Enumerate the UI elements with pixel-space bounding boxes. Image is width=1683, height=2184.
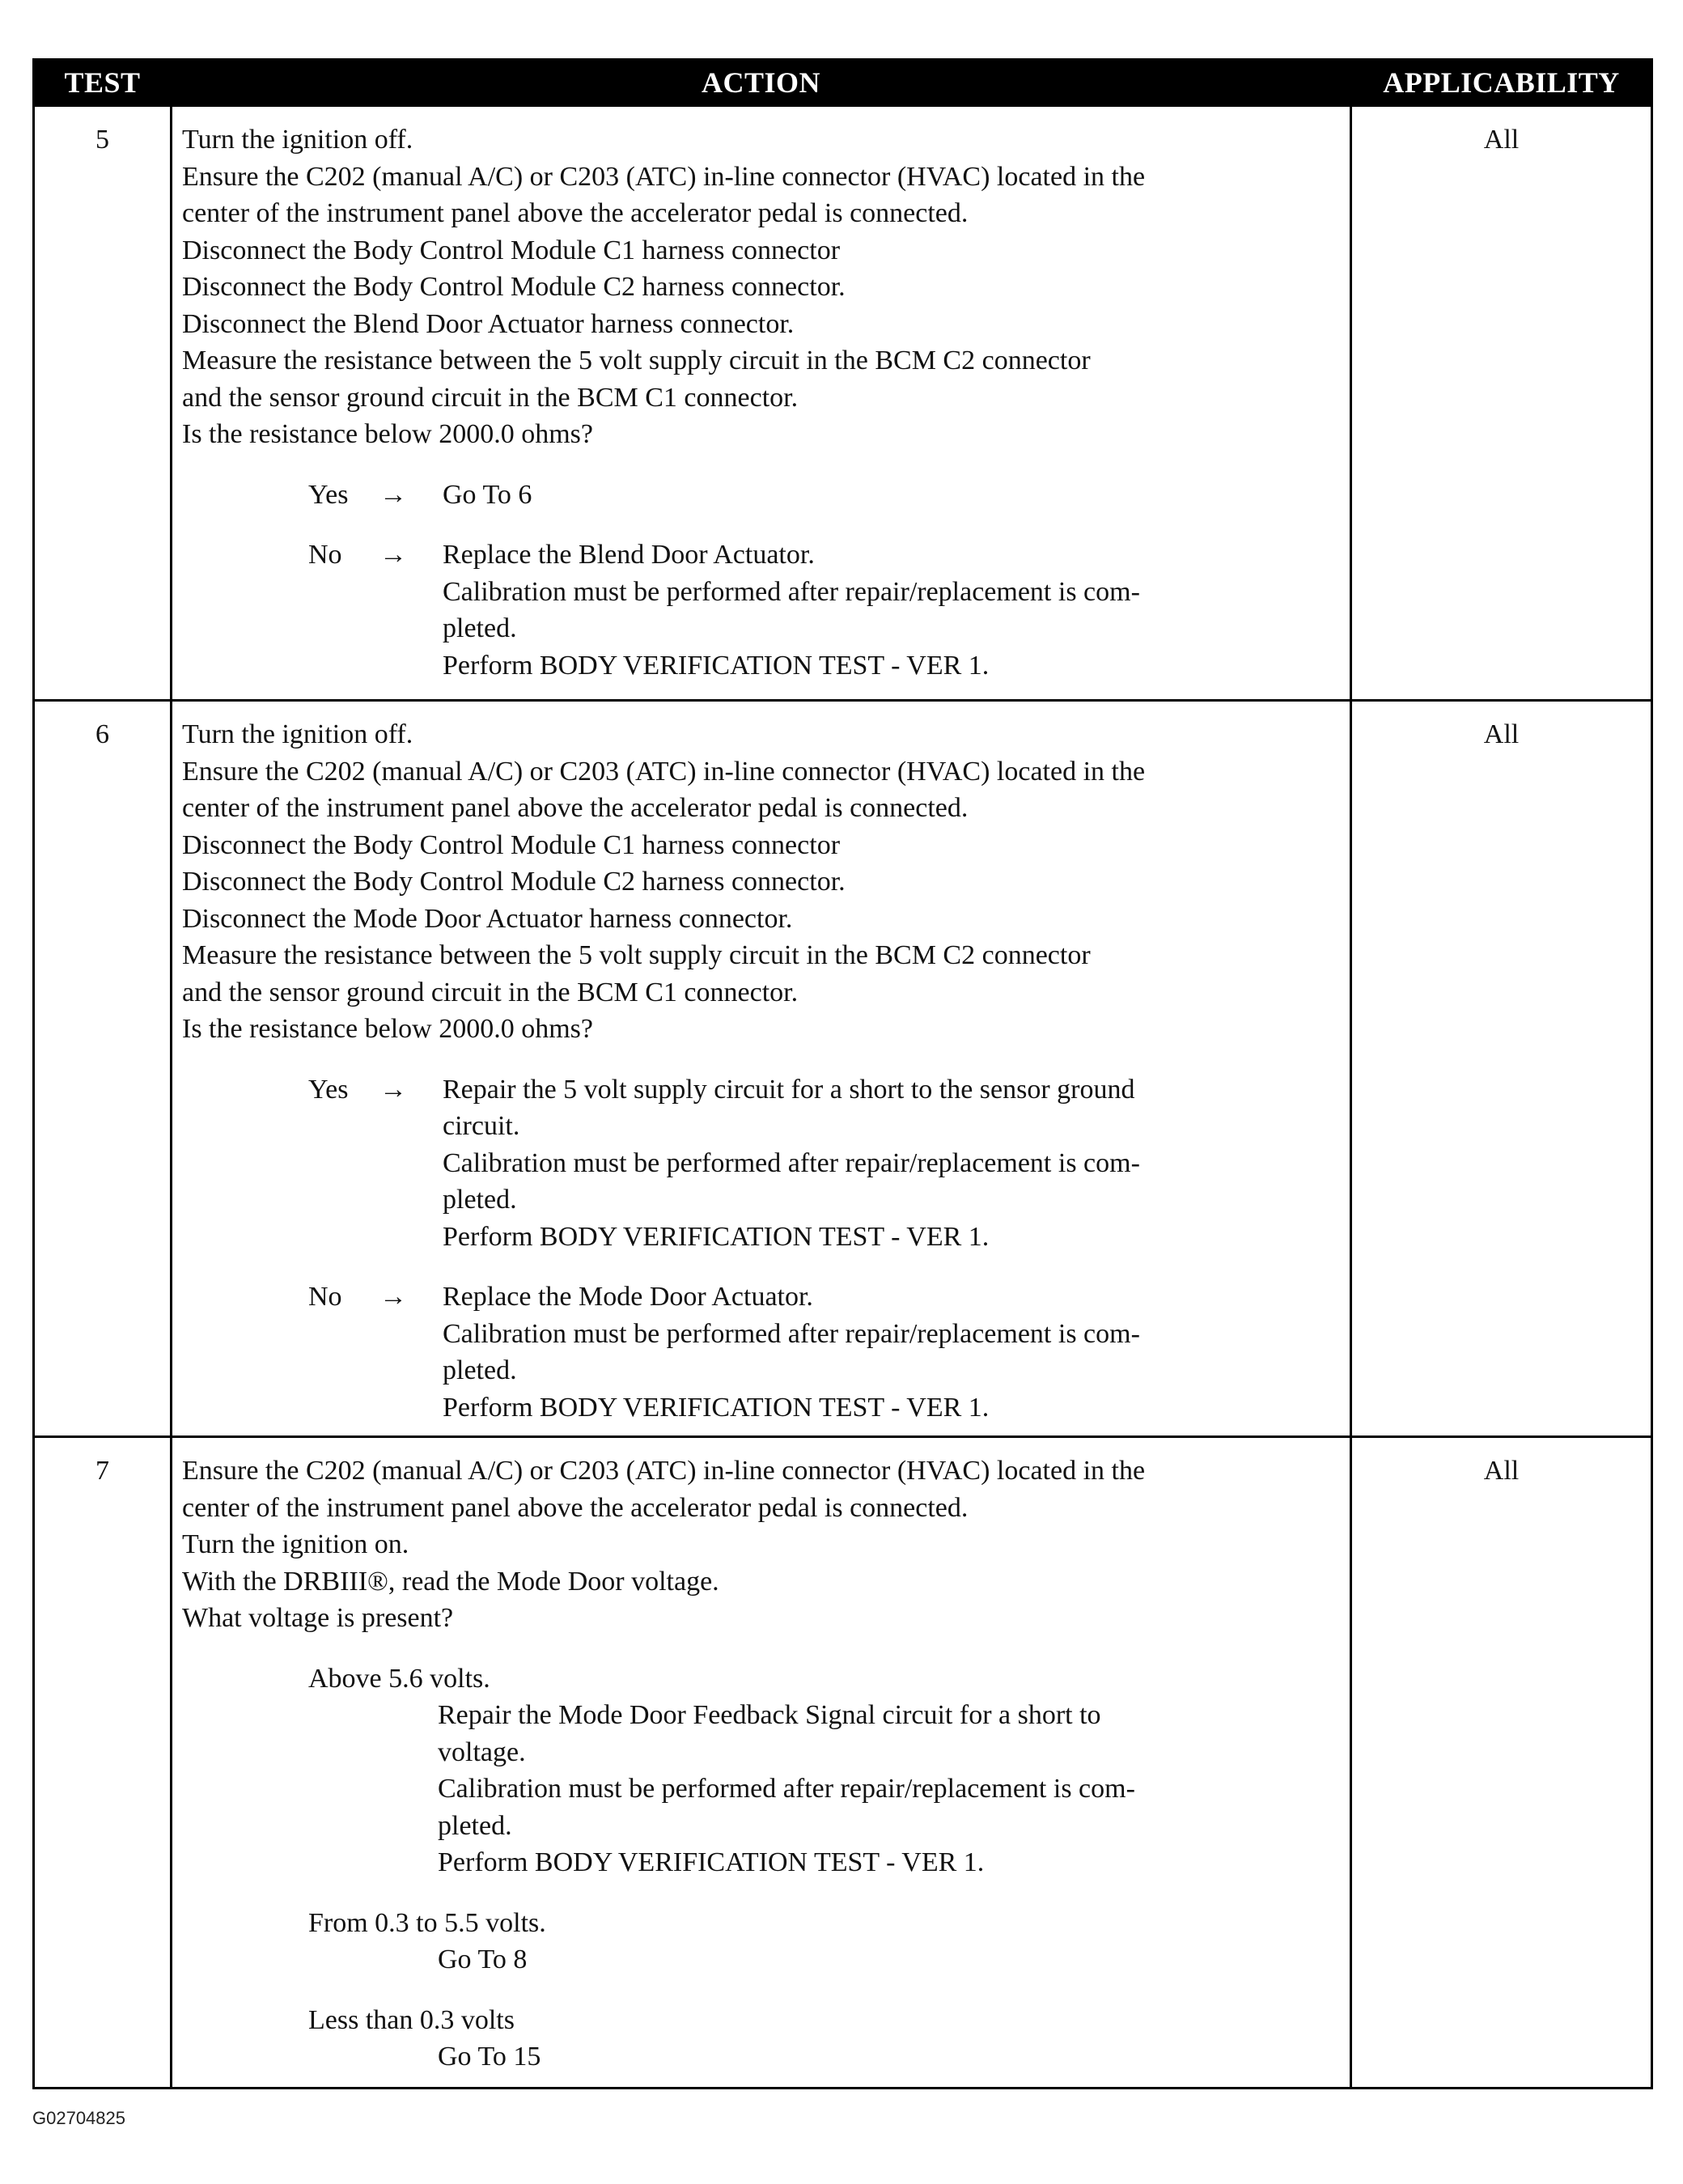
action-step: and the sensor ground circuit in the BCM C1 connector. — [182, 977, 799, 1007]
action-step: What voltage is present? — [182, 1603, 454, 1633]
voltage-range-label: From 0.3 to 5.5 volts. — [308, 1907, 546, 1938]
action-step: center of the instrument panel above the accelerator pedal is connected. — [182, 198, 969, 228]
action-step: Disconnect the Body Control Module C2 harness connector. — [182, 867, 846, 897]
response-yes — [182, 477, 1342, 514]
response-line: voltage. — [438, 1737, 526, 1767]
response-line: Replace the Blend Door Actuator. — [443, 540, 815, 570]
voltage-range-body — [438, 1941, 1342, 1978]
response-line: Replace the Mode Door Actuator. — [443, 1282, 813, 1312]
test-number: 7 — [34, 1437, 172, 2089]
response-line: Calibration must be performed after repair/replacement is com- — [443, 1147, 1140, 1178]
response-line: Calibration must be performed after repair/replacement is com- — [443, 576, 1140, 607]
response-no — [182, 536, 1342, 684]
response-line: Go To 8 — [438, 1944, 528, 1974]
action-step: Disconnect the Blend Door Actuator harness connector. — [182, 308, 795, 339]
arrow-right-icon: → — [379, 479, 407, 510]
applicability-value: All — [1351, 1437, 1652, 2089]
action-step: Turn the ignition off. — [182, 125, 413, 155]
action-step: Ensure the C202 (manual A/C) or C203 (ATC) in-line connector (HVAC) located in the — [182, 1456, 1146, 1486]
document-code: G02704825 — [32, 2108, 125, 2128]
response-line: Go To 6 — [443, 479, 532, 510]
action-step: center of the instrument panel above the accelerator pedal is connected. — [182, 793, 969, 823]
response-body — [443, 477, 1342, 514]
table-row — [34, 1437, 1652, 2089]
action-step: With the DRBIII®, read the Mode Door voltage. — [182, 1566, 719, 1597]
action-step: center of the instrument panel above the accelerator pedal is connected. — [182, 1492, 969, 1523]
table-row — [34, 106, 1652, 701]
voltage-range-body — [438, 1697, 1342, 1881]
header-test: TEST — [34, 60, 172, 106]
voltage-range-label: Less than 0.3 volts — [308, 2004, 515, 2035]
response-line: Go To 15 — [438, 2042, 541, 2072]
response-label: No — [308, 540, 342, 570]
response-line: Perform BODY VERIFICATION TEST - VER 1. — [443, 1221, 990, 1252]
arrow-right-icon: → — [379, 540, 407, 570]
response-yes — [182, 1071, 1342, 1256]
response-body — [443, 1279, 1342, 1426]
action-step: Ensure the C202 (manual A/C) or C203 (ATC) in-line connector (HVAC) located in the — [182, 756, 1146, 787]
action-step: Disconnect the Body Control Module C1 harness connector — [182, 829, 841, 860]
voltage-range-label: Above 5.6 volts. — [308, 1663, 490, 1694]
response-line: Perform BODY VERIFICATION TEST - VER 1. — [438, 1847, 985, 1877]
action-step: Disconnect the Body Control Module C2 harness connector. — [182, 272, 846, 302]
action-cell — [172, 106, 1351, 701]
applicability-value: All — [1351, 106, 1652, 701]
response-line: pleted. — [443, 1355, 517, 1385]
table-row — [34, 701, 1652, 1437]
action-step: Turn the ignition off. — [182, 719, 413, 749]
action-step: Disconnect the Mode Door Actuator harness connector. — [182, 903, 793, 934]
action-step: Measure the resistance between the 5 volt supply circuit in the BCM C2 connector — [182, 346, 1091, 375]
header-applicability: APPLICABILITY — [1351, 60, 1652, 106]
response-line: Perform BODY VERIFICATION TEST - VER 1. — [443, 1392, 990, 1423]
response-body — [443, 536, 1342, 684]
action-step: and the sensor ground circuit in the BCM C1 connector. — [182, 382, 799, 413]
action-step: Measure the resistance between the 5 volt supply circuit in the BCM C2 connector — [182, 940, 1091, 970]
action-step: Turn the ignition on. — [182, 1529, 409, 1559]
response-line: circuit. — [443, 1111, 520, 1141]
action-step: Ensure the C202 (manual A/C) or C203 (ATC) in-line connector (HVAC) located in the — [182, 161, 1146, 192]
arrow-right-icon: → — [379, 1282, 407, 1312]
response-line: Calibration must be performed after repair/replacement is com- — [443, 1318, 1140, 1349]
action-step: Is the resistance below 2000.0 ohms? — [182, 419, 593, 449]
action-step: Disconnect the Body Control Module C1 harness connector — [182, 235, 841, 265]
response-no — [182, 1279, 1342, 1426]
test-number: 5 — [34, 106, 172, 701]
response-line: pleted. — [438, 1810, 512, 1841]
response-line: pleted. — [443, 613, 517, 643]
response-label: Yes — [308, 479, 349, 510]
response-line: pleted. — [443, 1185, 517, 1215]
diagnostic-test-table — [32, 58, 1653, 2089]
response-label: Yes — [308, 1074, 349, 1105]
response-line: Repair the 5 volt supply circuit for a short to the sensor ground — [443, 1074, 1135, 1105]
applicability-value: All — [1351, 701, 1652, 1437]
response-line: Repair the Mode Door Feedback Signal circuit for a short to — [438, 1700, 1101, 1730]
arrow-right-icon: → — [379, 1074, 407, 1105]
action-cell — [172, 701, 1351, 1437]
response-label: No — [308, 1282, 342, 1312]
response-body — [443, 1071, 1342, 1256]
action-step: Is the resistance below 2000.0 ohms? — [182, 1014, 593, 1044]
response-line: Perform BODY VERIFICATION TEST - VER 1. — [443, 650, 990, 681]
header-action: ACTION — [172, 60, 1351, 106]
response-line: Calibration must be performed after repair/replacement is com- — [438, 1774, 1135, 1804]
table-header-row — [34, 60, 1652, 106]
test-number: 6 — [34, 701, 172, 1437]
action-cell — [172, 1437, 1351, 2089]
voltage-range-body — [438, 2038, 1342, 2076]
